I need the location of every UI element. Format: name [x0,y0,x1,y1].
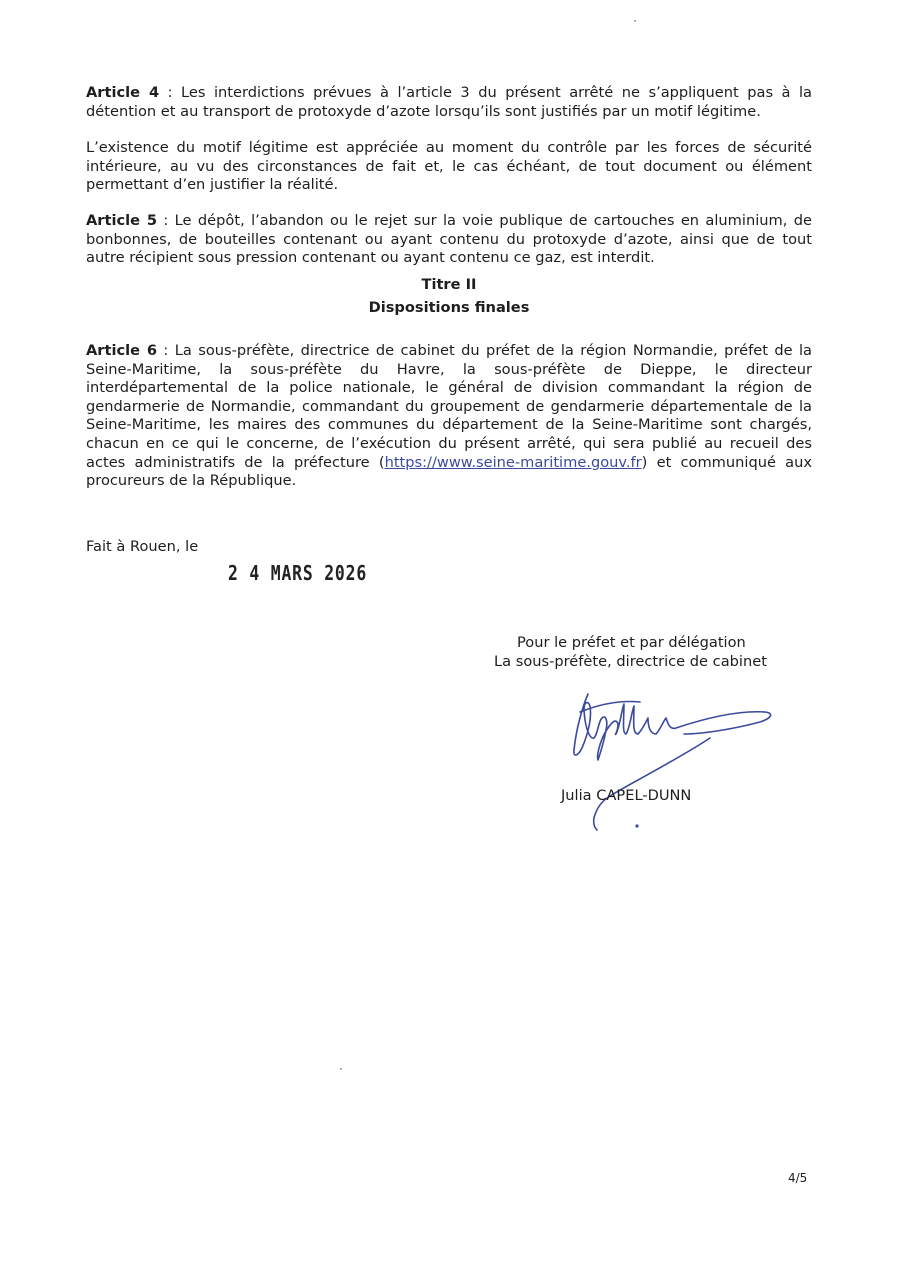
article-4-text: : Les interdictions prévues à l’article 3 du présent arrêté ne s’appliquent pas à la détention et au transport de protoxyde d’azote lorsqu’ils sont justifiés par un motif légitime. [86,84,812,120]
article-6-text-end: ) et communiqué aux procureurs de la République. [86,453,812,490]
article-6-text: : La sous-préfète, directrice de cabinet du préfet de la région Normandie, préfet de la Seine-Maritime, la sous-préfète du Havre, la sous-préfète de Dieppe, le directeur interdépartemental de la police nationale, le général de division commandant la région de gendarmerie de Normandie, commandant du groupement de gendarmerie départementale de la Seine-Maritime, les maires des communes du département de la Seine-Maritime sont chargés, chacun en ce qui le concerne, de l’exécution du présent arrêté, qui sera publié au recueil des actes administratifs de la préfecture ( [86,342,812,471]
article-4-label: Article 4 [86,84,160,101]
signature-line-1: Pour le préfet et par délégation [517,634,746,651]
prefecture-link[interactable]: https://www.seine-maritime.gouv.fr [384,453,642,471]
article-5-text: : Le dépôt, l’abandon ou le rejet sur la voie publique de cartouches en aluminium, de bonbonnes, de bouteilles contenant ou ayant contenu du protoxyde d’azote, ainsi que de tout autre récipient sous pression contenant ou ayant contenu ce gaz, est interdit. [86,212,812,267]
title-number: Titre II [421,276,477,293]
date-stamp: 2 4 MARS 2026 [228,561,368,585]
scan-speck [340,1068,342,1070]
article-5-paragraph [86,212,812,268]
signature-line-2: La sous-préfète, directrice de cabinet [494,653,767,670]
signatory-name: Julia CAPEL-DUNN [561,787,692,804]
article-5-label: Article 5 [86,212,157,229]
scan-speck [634,20,636,22]
article-6-paragraph [86,342,812,491]
motif-paragraph: L’existence du motif légitime est appréciée au moment du contrôle par les forces de sécurité intérieure, au vu des circonstances de fait et, le cas échéant, de tout document ou élément permettant d’en justifier la réalité. [86,139,812,194]
page-number: 4/5 [788,1171,808,1185]
place-date-label: Fait à Rouen, le [86,538,199,555]
handwritten-signature [560,678,790,838]
article-4-paragraph [86,84,812,121]
article-6-label: Article 6 [86,342,158,359]
title-heading: Dispositions finales [368,299,530,316]
